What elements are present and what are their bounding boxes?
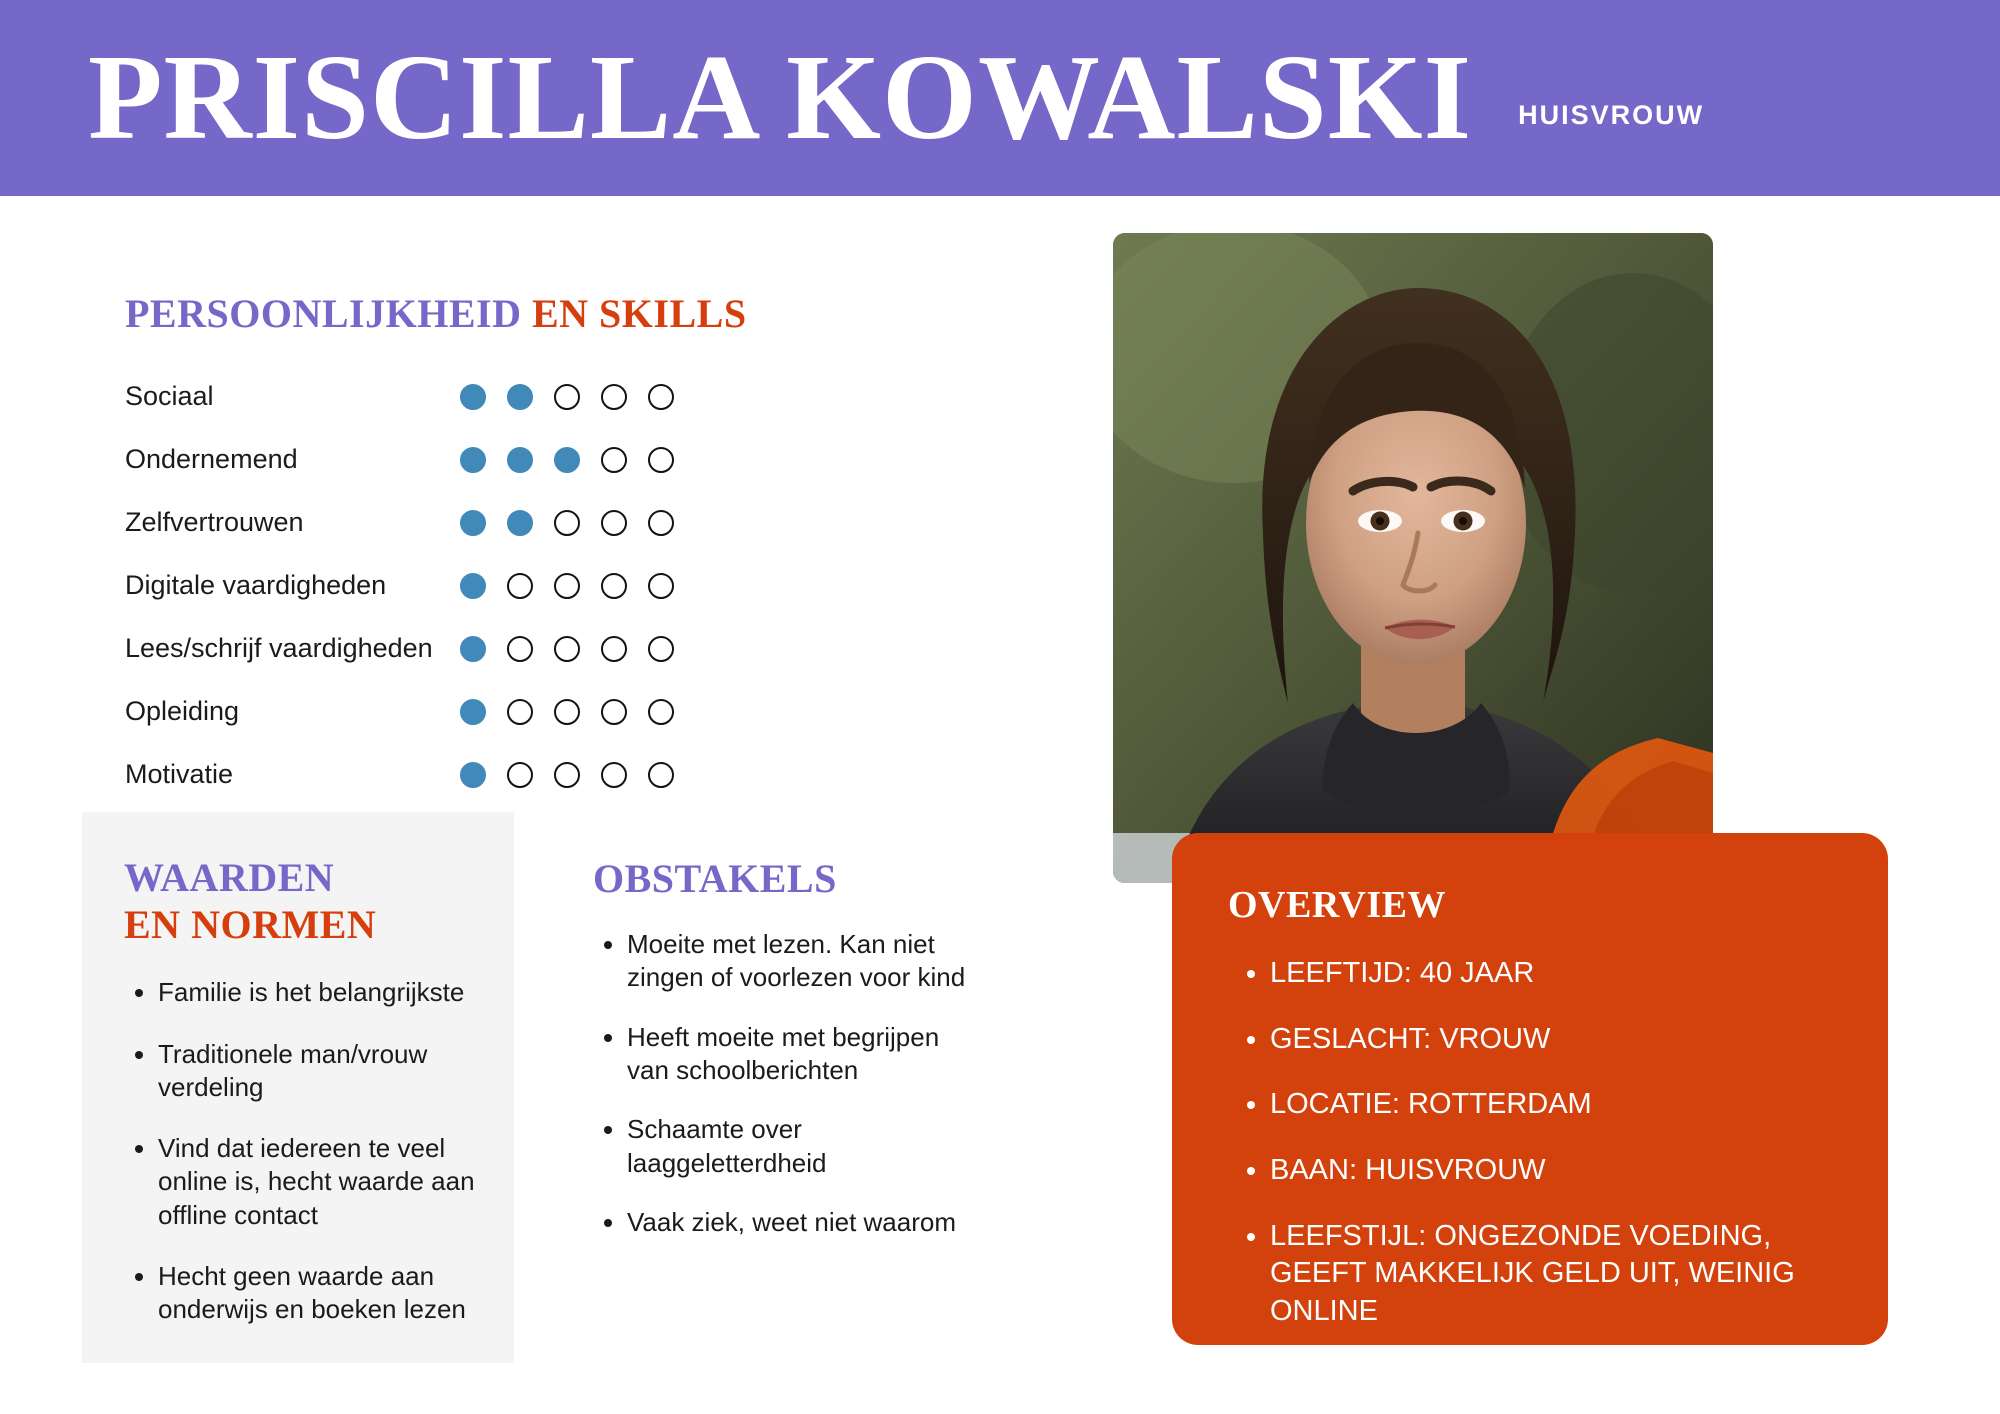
skill-label: Sociaal <box>125 381 214 412</box>
rating-dot <box>507 384 533 410</box>
skill-label: Opleiding <box>125 696 240 727</box>
values-heading <box>124 854 484 948</box>
list-item: • Heeft moeite met begrijpen van schoolberichten <box>627 1021 973 1088</box>
skill-rating-dots <box>460 573 674 599</box>
rating-dot <box>648 510 674 536</box>
rating-dot <box>601 384 627 410</box>
skill-row <box>125 428 845 491</box>
rating-dot <box>554 636 580 662</box>
rating-dot <box>460 384 486 410</box>
rating-dot <box>601 447 627 473</box>
rating-dot <box>460 699 486 725</box>
rating-dot <box>648 573 674 599</box>
rating-dot <box>460 573 486 599</box>
skill-rating-dots <box>460 762 674 788</box>
portrait-photo <box>1113 233 1713 883</box>
obstacles-list <box>593 928 973 1239</box>
rating-dot <box>601 699 627 725</box>
rating-dot <box>601 636 627 662</box>
header-role-label: HUISVROUW <box>1518 99 1705 130</box>
skill-row <box>125 680 845 743</box>
rating-dot <box>554 384 580 410</box>
values-heading-part2: EN NORMEN <box>124 902 377 948</box>
rating-dot <box>554 699 580 725</box>
page-title: PRISCILLA KOWALSKI <box>88 30 1473 165</box>
list-item: • LEEFTIJD: 40 JAAR <box>1270 955 1848 993</box>
skill-row <box>125 554 845 617</box>
header-banner <box>0 0 2000 196</box>
list-item: • Vaak ziek, weet niet waarom <box>627 1206 973 1239</box>
rating-dot <box>507 762 533 788</box>
rating-dot <box>601 510 627 536</box>
skill-rating-dots <box>460 510 674 536</box>
rating-dot <box>460 447 486 473</box>
rating-dot <box>601 573 627 599</box>
skill-label: Lees/schrijf vaardigheden <box>125 633 433 664</box>
skills-heading-part1: PERSOONLIJKHEID <box>125 291 532 336</box>
list-item: • BAAN: HUISVROUW <box>1270 1152 1848 1190</box>
rating-dot <box>507 573 533 599</box>
obstacles-heading: OBSTAKELS <box>593 856 837 901</box>
list-item: • Hecht geen waarde aan onderwijs en boeken lezen <box>158 1260 484 1327</box>
skill-row <box>125 365 845 428</box>
rating-dot <box>460 762 486 788</box>
list-item: • Schaamte over laaggeletterdheid <box>627 1113 973 1180</box>
skills-heading-part2: EN SKILLS <box>531 291 747 336</box>
skill-row <box>125 617 845 680</box>
rating-dot <box>648 447 674 473</box>
list-item: • Traditionele man/vrouw verdeling <box>158 1038 484 1105</box>
skill-rating-dots <box>460 699 674 725</box>
list-item: • Vind dat iedereen te veel online is, hecht waarde aan offline contact <box>158 1132 484 1232</box>
rating-dot <box>648 699 674 725</box>
rating-dot <box>507 510 533 536</box>
rating-dot <box>507 636 533 662</box>
rating-dot <box>507 699 533 725</box>
rating-dot <box>648 636 674 662</box>
obstacles-section <box>593 855 973 1239</box>
list-item: • Familie is het belangrijkste <box>158 976 484 1009</box>
skill-row <box>125 491 845 554</box>
skill-rating-dots <box>460 447 674 473</box>
skill-label: Digitale vaardigheden <box>125 570 387 601</box>
skill-rating-dots <box>460 384 674 410</box>
skill-label: Zelfvertrouwen <box>125 507 304 538</box>
values-heading-part1: WAARDEN <box>124 855 335 900</box>
skill-row <box>125 743 845 806</box>
skills-heading <box>125 290 845 337</box>
rating-dot <box>460 636 486 662</box>
rating-dot <box>648 384 674 410</box>
personality-skills-section <box>125 290 845 806</box>
rating-dot <box>648 762 674 788</box>
rating-dot <box>554 447 580 473</box>
overview-title: OVERVIEW <box>1228 884 1447 926</box>
list-item: • LOCATIE: ROTTERDAM <box>1270 1086 1848 1124</box>
rating-dot <box>554 573 580 599</box>
values-list <box>124 976 484 1326</box>
values-norms-panel <box>82 812 514 1363</box>
skill-label: Motivatie <box>125 759 234 790</box>
rating-dot <box>554 510 580 536</box>
list-item: • Moeite met lezen. Kan niet zingen of voorlezen voor kind <box>627 928 973 995</box>
rating-dot <box>601 762 627 788</box>
overview-card <box>1172 833 1888 1345</box>
list-item: • GESLACHT: VROUW <box>1270 1021 1848 1059</box>
rating-dot <box>507 447 533 473</box>
skill-label: Ondernemend <box>125 444 298 475</box>
list-item: • LEEFSTIJL: ONGEZONDE VOEDING, GEEFT MAKKELIJK GELD UIT, WEINIG ONLINE <box>1270 1218 1848 1331</box>
overview-list <box>1228 955 1848 1331</box>
skill-rating-dots <box>460 636 674 662</box>
rating-dot <box>460 510 486 536</box>
rating-dot <box>554 762 580 788</box>
